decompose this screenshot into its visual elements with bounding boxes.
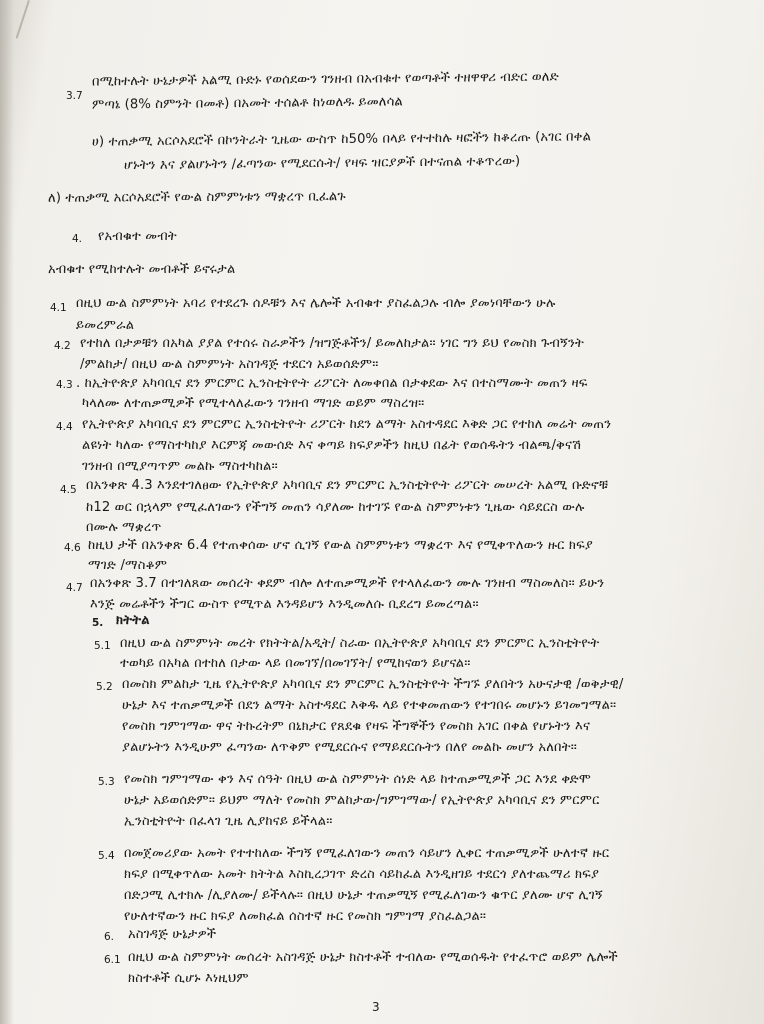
- text-line: ልዩነት ካለው የማስተካከያ እርምጃ መውሰድ እና ቀጣይ ክፍያዎችን ከዚህ በፊት የወሰዱትን ብልጫ/ቅናሽ: [82, 438, 582, 453]
- clause-number: 4.5: [60, 484, 77, 496]
- text-line: የተከለ በታዎቹን በአካል ያያል የተሰሩ ስራዎችን /ዝግጅቶችን/ ይመለከታል። ነገር ግን ይህ የመስክ ጉብኝንት: [80, 336, 585, 351]
- clause-number: 4.2: [54, 340, 71, 352]
- page-fold-mark: [16, 0, 30, 39]
- clause-number: 4.4: [56, 421, 73, 433]
- text-line: የመስክ ግምገማው ዋና ትኩረትም በኒክታር የጸደቁ የዛፍ ችግኞችን የመስክ አገር በቀል የሆኑትን እና: [122, 719, 591, 734]
- text-line: በዚህ ውል ስምምነት መሰረት አስገዳጅ ሁኔታ ክስተቶች ተብለው የሚወሰዱት የተፈጥሮ ወይም ሌሎች: [128, 950, 618, 965]
- clause-number: 4.3: [56, 379, 73, 391]
- text-line: በአንቀጽ 4.3 እንደተገለፀው የኢትዮጵያ አካባቢና ደን ምርምር ኢንስቲትዮት ሪፖርት መሠረት አልሚ ቡድኖቹ: [86, 478, 609, 493]
- text-line: /ምልከታ/ በዚህ ውል ስምምነት አስገዳጅ ተደርጎ አይወሰድም።: [80, 357, 379, 372]
- text-line: . ከኢትዮጵያ አካባቢና ደን ምርምር ኢንስቲትዮት ሪፖርት ለመቀበል በታቀደው እና በተስማሙት መጠን ዛፍ: [76, 376, 588, 391]
- text-line: በመጀመሪያው አመት የተተከለው ችግኝ የሚፈለገውን መጠን ሳይሆን ሊቀር ተጠቃሚዎች ሁለተኛ ዙር: [124, 846, 610, 861]
- text-line: ይመረምራል: [76, 318, 135, 333]
- text-line: ያልሆኑትን እንዲሁም ፈጣንው ለጥቅም የሚደርሱና የማይደርሱትን በለየ መልኩ መሆን አለበት።: [122, 740, 577, 755]
- text-line: ክፍያ በሚቀጥለው አመት ክትትል እስኪረጋገጥ ድረስ ሳይከፈል እንዲዘገይ ተደርጎ ያለተጨማሪ ክፍያ: [124, 867, 600, 882]
- section-number: 4.: [72, 233, 83, 245]
- clause-number: 6.1: [104, 954, 121, 966]
- clause-number: 4.1: [50, 302, 67, 314]
- clause-number: 3.7: [66, 90, 83, 102]
- clause-number: 5.4: [98, 850, 115, 862]
- text-line: አብቁተ የሚከተሉት መብቶች ይኖሩታል: [48, 262, 236, 277]
- text-line: ሆኑትን እና ያልሆኑትን /ፈጣንው የሚደርሱት/ የዛፍ ዝርያዎች በተናጠል ተቆጥረው): [123, 153, 521, 174]
- section-heading: አስገዳጅ ሁኔታዎች: [128, 927, 217, 942]
- section-heading: የአብቁተ መብት: [98, 229, 177, 244]
- text-line: በዚህ ውል ስምምነት መረት የክትትል/አዲት/ ስራው በኢትዮጵያ አካባቢና ደን ምርምር ኢንስቲትዮት: [120, 636, 600, 651]
- section-heading: ክትትል: [116, 613, 150, 628]
- clause-number: 4.6: [64, 542, 81, 554]
- text-line: በሚከተሉት ሁኔታዎች አልሚ ቡድኑ የወሰደውን ገንዘብ በአብቁተ የወጣቶች ተዘዋዋሪ ብድር ወለድ: [91, 69, 559, 90]
- clause-number: 5.2: [96, 681, 113, 693]
- text-line: ከ12 ወር በኋላም የሚፈለገውን የችግኝ መጠን ሳያለሙ ከተገኙ የውል ስምምነቱን ጊዜው ሳይደርስ ውሉ: [86, 500, 585, 515]
- text-line: ኢንስቲትዮት በፈላገ ጊዜ ሊያከናይ ይችላል።: [124, 814, 333, 829]
- page-edge-shadow: [0, 0, 14, 1024]
- text-line: በሙሉ ማቋረጥ: [86, 520, 162, 535]
- text-line: ተወካይ በአካል በተከለ በታው ላይ በመገኘ/በመገኘት/ የሚከናወን ይሆናል።: [120, 656, 471, 671]
- clause-number: 5.1: [94, 640, 111, 652]
- text-line: የኢትዮጵያ አካባቢና ደን ምርምር ኢንስቲትዮት ሪፖርት ከደን ልማት አስተዳደር እቅድ ጋር የተከለ መሬት መጠን: [82, 417, 612, 432]
- text-line: የመስክ ግምገማው ቀን እና ሰዓት በዚህ ውል ስምምነት ሰነድ ላይ ከተጠቃሚዎች ጋር እንደ ቀድሞ: [124, 772, 592, 787]
- clause-number: 5.3: [98, 776, 115, 788]
- text-line: ከዚህ ታች በአንቀጽ 6.4 የተጠቀሰው ሆኖ ሲገኝ የውል ስምምነቱን ማቋረጥ እና የሚቀጥለውን ዙር ክፍያ: [88, 538, 593, 553]
- text-line: ካላለሙ ለተጠቃሚዎች የሚተላለፈውን ገንዘብ ማገድ ወይም ማስረዝ።: [82, 396, 425, 411]
- text-line: በድጋሚ ሊተክሉ /ሊያለሙ/ ይችላሉ። በዚህ ሁኔታ ተጠቃሚኝ የሚፈለገውን ቁጥር ያለሙ ሆኖ ሊገኝ: [124, 888, 603, 903]
- text-line: እንጅ መሬቶችን ችግር ውስጥ የሚጥል እንዳይሆን እንዲመለሱ ቢደረግ ይመረጣል።: [90, 597, 479, 612]
- section-number: 6.: [104, 931, 115, 943]
- page-number: 3: [372, 1000, 380, 1014]
- text-line: በዚህ ውል ስምምነት አባሪ የተደረጉ ሰዶቹን እና ሌሎች አብቁተ ያስፈልጋሉ ብሎ ያመነባቸውን ሁሉ: [76, 296, 556, 311]
- clause-number: 4.7: [66, 582, 83, 594]
- text-line: ምጣኔ (8% ስምንት በመቶ) በአመት ተሰልቶ ከነወለዱ ይመለሳል: [91, 94, 403, 113]
- text-line: ክስተቶች ሲሆኑ እነዚህም: [128, 971, 249, 986]
- text-line: ማገድ /ማስቆም: [88, 558, 168, 573]
- text-line: ሀ) ተጠቃሚ አርሶአደሮች በኮንትራት ጊዜው ውስጥ ከ50% በላይ የተተከሉ ዛፎችን ከቆረጡ (አገር በቀል: [91, 129, 592, 150]
- text-line: ገንዘብ በሚያጣጥም መልኩ ማስተካከል።: [82, 459, 278, 474]
- text-line: በመስክ ምልከታ ጊዜ የኢትዮጵያ አካባቢና ደን ምርምር ኢንስቲትዮት ችግኙ ያለበትን አሁናታዊ /ወቅታዊ/: [122, 677, 624, 692]
- text-line: ለ) ተጠቃሚ አርሶአደሮች የውል ስምምነቱን ማቋረጥ ቢፈልጉ: [47, 189, 346, 206]
- text-line: ሁኔታ እና ተጠቃሚዎች በደን ልማት አስተዳደር እቅዱ ላይ የተቀመጠውን የተገበሩ መሆኑን ይገመግማል።: [122, 698, 617, 713]
- text-line: በአንቀጽ 3.7 በተገለጸው መሰረት ቀደም ብሎ ለተጠቃሚዎች የተላለፈውን ሙሉ ገንዘብ ማስመለስ። ይሁን: [90, 576, 605, 591]
- section-number: 5.: [92, 617, 104, 629]
- text-line: የሁለተኛውን ዙር ክፍያ ለመክፈል ሰስተኛ ዙር የመስክ ግምገማ ያስፈልጋል።: [124, 909, 487, 924]
- text-line: ሁኔታ አይወሰድም። ይህም ማለት የመስክ ምልከታው/ግምገማው/ የኢትዮጵያ አካባቢና ደን ምርምር: [124, 793, 600, 808]
